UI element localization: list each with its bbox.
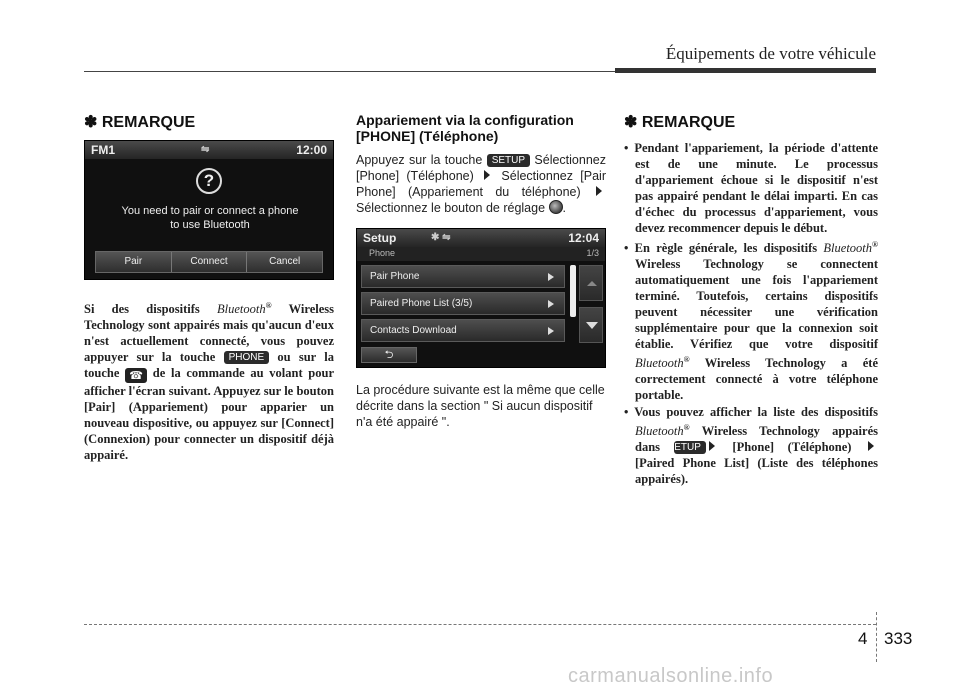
- screen-status-bar: [85, 141, 333, 159]
- text-segment: Sélectionnez [Pair Phone] (Appariement du téléphone): [356, 169, 606, 199]
- setup-key-label: SETUP: [487, 154, 530, 167]
- footer-rule: [84, 624, 876, 625]
- screen-time: 12:04: [568, 231, 599, 245]
- text-segment: Wireless Technology se connectent automatiquement une fois l'appariement terminé. Toutefois, certains dispositifs peuvent nécessiter une vérification supplémentaire pour que la connexion soit établie. Vérifiez que votre dispositif: [635, 257, 878, 352]
- bluetooth-term: Bluetooth: [217, 302, 266, 317]
- bluetooth-term: Bluetooth: [823, 241, 873, 256]
- text-segment: • Vous pouvez afficher la liste des dispositifs: [624, 405, 878, 420]
- arrow-up-icon: [587, 281, 597, 286]
- arrow-right-icon: [484, 170, 490, 180]
- column-left: [84, 112, 334, 463]
- remarque-paragraph: [84, 298, 334, 463]
- column-middle: [356, 112, 606, 430]
- text-segment: Sélectionnez [Phone] (Téléphone): [356, 153, 606, 183]
- page-number: 333: [884, 629, 913, 648]
- chevron-right-icon: [548, 327, 554, 335]
- registered-mark: ®: [872, 240, 878, 249]
- text-segment: Appuyez sur la touche: [356, 153, 487, 167]
- text-segment: Wireless Technology sont appairés mais qu'aucun d'eux n'est actuellement connecté, vous pouvez appuyer sur la touche: [84, 302, 334, 365]
- menu-item-contacts-download[interactable]: [361, 319, 565, 342]
- menu-item-paired-phone-list[interactable]: [361, 292, 565, 315]
- text-segment: Sélectionnez le bouton de réglage: [356, 201, 549, 215]
- registered-mark: ®: [683, 423, 690, 433]
- phone-key-label: PHONE: [224, 351, 270, 364]
- text-segment: [Phone] (Téléphone): [718, 440, 865, 455]
- menu-item-label: Pair Phone: [370, 271, 420, 282]
- text-segment: Si des dispositifs: [84, 302, 218, 317]
- bullet-auto-connect: [624, 237, 878, 403]
- scrollbar[interactable]: [570, 265, 576, 317]
- page-header-title: Équipements de votre véhicule: [665, 44, 876, 63]
- arrow-right-icon: [596, 186, 602, 196]
- steps-paragraph: [356, 152, 606, 216]
- watermark: carmanualsonline.info: [568, 665, 774, 687]
- text-segment: Wireless Technology a été correctement connecté à votre téléphone portable.: [635, 356, 878, 403]
- tune-knob-icon: [549, 200, 563, 214]
- screen-button-bar: [95, 251, 323, 273]
- procedure-note: La procédure suivante est la même que celle décrite dans la section " Si aucun dispositif n'a été appairé ".: [356, 383, 605, 429]
- footer-divider: [876, 612, 877, 662]
- chapter-number: 4: [858, 629, 868, 648]
- back-button[interactable]: ⮌: [361, 347, 417, 363]
- registered-mark: ®: [265, 301, 272, 310]
- text-segment: .: [562, 201, 566, 215]
- pair-button[interactable]: Pair: [96, 252, 172, 272]
- header-rule-accent: [615, 68, 876, 73]
- screen-subtitle: Phone: [369, 248, 396, 258]
- menu-item-label: Contacts Download: [370, 325, 457, 336]
- screen-message-line2: to use Bluetooth: [170, 219, 250, 231]
- arrow-right-icon: [868, 441, 874, 451]
- section-title: Appariement via la configuration [PHONE] (Téléphone): [356, 112, 574, 144]
- connect-button[interactable]: Connect: [172, 252, 248, 272]
- setup-phone-screen: [356, 228, 606, 368]
- text-segment: ou sur la touche: [84, 350, 334, 381]
- screen-time: 12:00: [296, 143, 327, 157]
- scroll-down-button[interactable]: [579, 307, 603, 343]
- bluetooth-usb-icons: ✱ ⇋: [431, 232, 451, 243]
- menu-item-label: Paired Phone List (3/5): [370, 298, 473, 309]
- setup-key-label: SETUP: [674, 441, 706, 454]
- text-segment: de la commande au volant pour afficher l'écran suivant. Appuyez sur le bouton [Pair] (Appariement) pour apparier un nouveau dispositive, ou appuyez sur [Connect] (Connexion) pour connecter un dispositif déjà appairé.: [84, 366, 334, 463]
- setup-menu-list: [361, 265, 565, 346]
- screen-status-bar: [357, 229, 605, 247]
- text-segment: Wireless Technology appairés dans: [635, 424, 878, 455]
- question-icon: ?: [196, 168, 222, 194]
- cancel-button[interactable]: Cancel: [269, 256, 301, 267]
- screen-title: Setup: [363, 231, 397, 245]
- pair-connect-screen: [84, 140, 334, 280]
- usb-icon: ⇋: [201, 144, 210, 155]
- bluetooth-term: Bluetooth: [635, 424, 684, 439]
- arrow-right-icon: [709, 441, 715, 451]
- screen-page-indicator: 1/3: [586, 248, 599, 258]
- screen-message-line1: You need to pair or connect a phone: [121, 205, 299, 217]
- remarque-heading: ✽ REMARQUE: [84, 114, 196, 131]
- chevron-right-icon: [548, 300, 554, 308]
- steering-phone-icon: ☎: [125, 368, 147, 383]
- bluetooth-term: Bluetooth: [635, 356, 684, 371]
- menu-item-pair-phone[interactable]: [361, 265, 565, 288]
- chevron-right-icon: [548, 273, 554, 281]
- screen-subheader: [357, 247, 605, 261]
- text-segment: • En règle générale, les dispositifs: [624, 241, 824, 256]
- text-segment: [Paired Phone List] (Liste des téléphones appairés).: [635, 456, 878, 487]
- column-right: [624, 112, 878, 487]
- registered-mark: ®: [683, 355, 690, 365]
- remarque-heading: ✽ REMARQUE: [624, 114, 736, 131]
- screen-title: FM1: [91, 143, 115, 157]
- scroll-up-button[interactable]: [579, 265, 603, 301]
- bullet-paired-list: [624, 404, 878, 487]
- bullet-waiting-period: • Pendant l'appariement, la période d'attente est de une minute. Le processus d'appariement échoue si le dispositif n'est pas appairé pendant le délai imparti. En cas d'échec du processus d'appariement, vous devez recommencer depuis le début.: [624, 141, 878, 235]
- screen-message: [85, 204, 335, 232]
- arrow-down-icon: [586, 322, 598, 329]
